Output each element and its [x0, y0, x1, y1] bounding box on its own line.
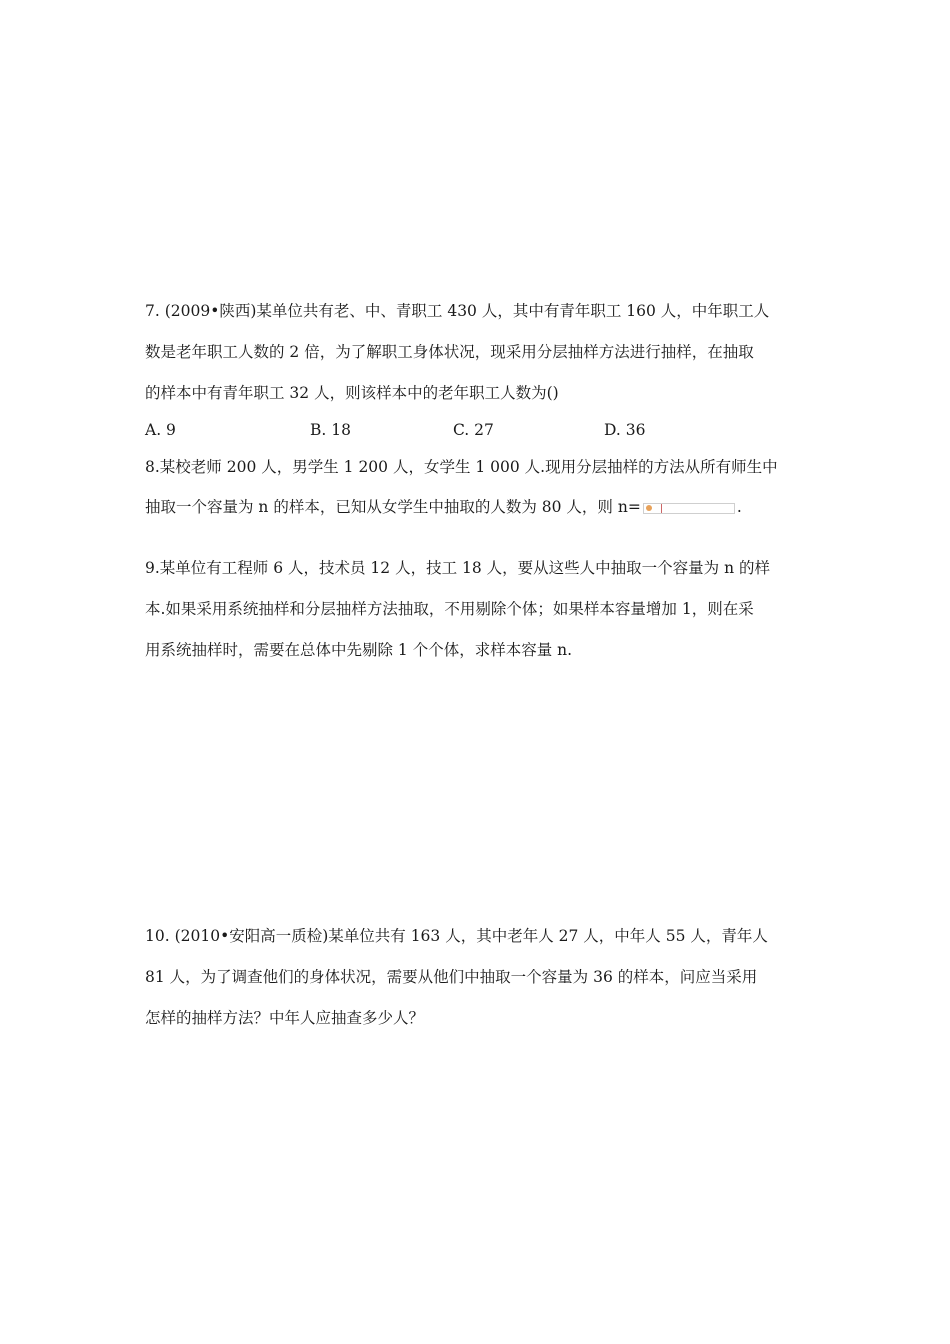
- q9-line-2: 本.如果采用系统抽样和分层抽样方法抽取，不用剔除个体；如果样本容量增加 1，则在采: [145, 600, 754, 618]
- q7-option-c: C. 27: [453, 421, 494, 439]
- q7-line-3: 的样本中有青年职工 32 人，则该样本中的老年职工人数为(): [145, 384, 559, 402]
- q10-line-3: 怎样的抽样方法？中年人应抽查多少人？: [145, 1009, 425, 1027]
- answer-blank-image: [643, 503, 735, 514]
- q8-line-1: 8.某校老师 200 人，男学生 1 200 人，女学生 1 000 人.现用分层抽样的方法从所有师生中: [145, 458, 778, 476]
- image-placeholder-icon: [646, 505, 652, 511]
- image-edge-mark: [654, 504, 662, 513]
- q7-option-a: A. 9: [145, 421, 176, 439]
- q8-line-2: [145, 497, 742, 517]
- q7-option-d: D. 36: [604, 421, 646, 439]
- q9-line-1: 9.某单位有工程师 6 人，技术员 12 人，技工 18 人，要从这些人中抽取一个容量为 n 的样: [145, 559, 770, 577]
- q10-line-2: 81 人，为了调查他们的身体状况，需要从他们中抽取一个容量为 36 的样本，问应当采用: [145, 968, 758, 986]
- q7-options: [145, 420, 665, 440]
- q8-line-2-end: .: [736, 498, 742, 516]
- q10-line-1: 10. (2010•安阳高一质检)某单位共有 163 人，其中老年人 27 人，中年人 55 人，青年人: [145, 927, 768, 945]
- q7-line-1: 7. (2009•陕西)某单位共有老、中、青职工 430 人，其中有青年职工 160 人，中年职工人: [145, 302, 770, 320]
- q9-line-3: 用系统抽样时，需要在总体中先剔除 1 个个体，求样本容量 n.: [145, 641, 573, 659]
- q7-line-2: 数是老年职工人数的 2 倍，为了解职工身体状况，现采用分层抽样方法进行抽样，在抽取: [145, 343, 754, 361]
- q8-line-2-text: 抽取一个容量为 n 的样本，已知从女学生中抽取的人数为 80 人，则 n=: [145, 498, 641, 516]
- q7-option-b: B. 18: [310, 421, 351, 439]
